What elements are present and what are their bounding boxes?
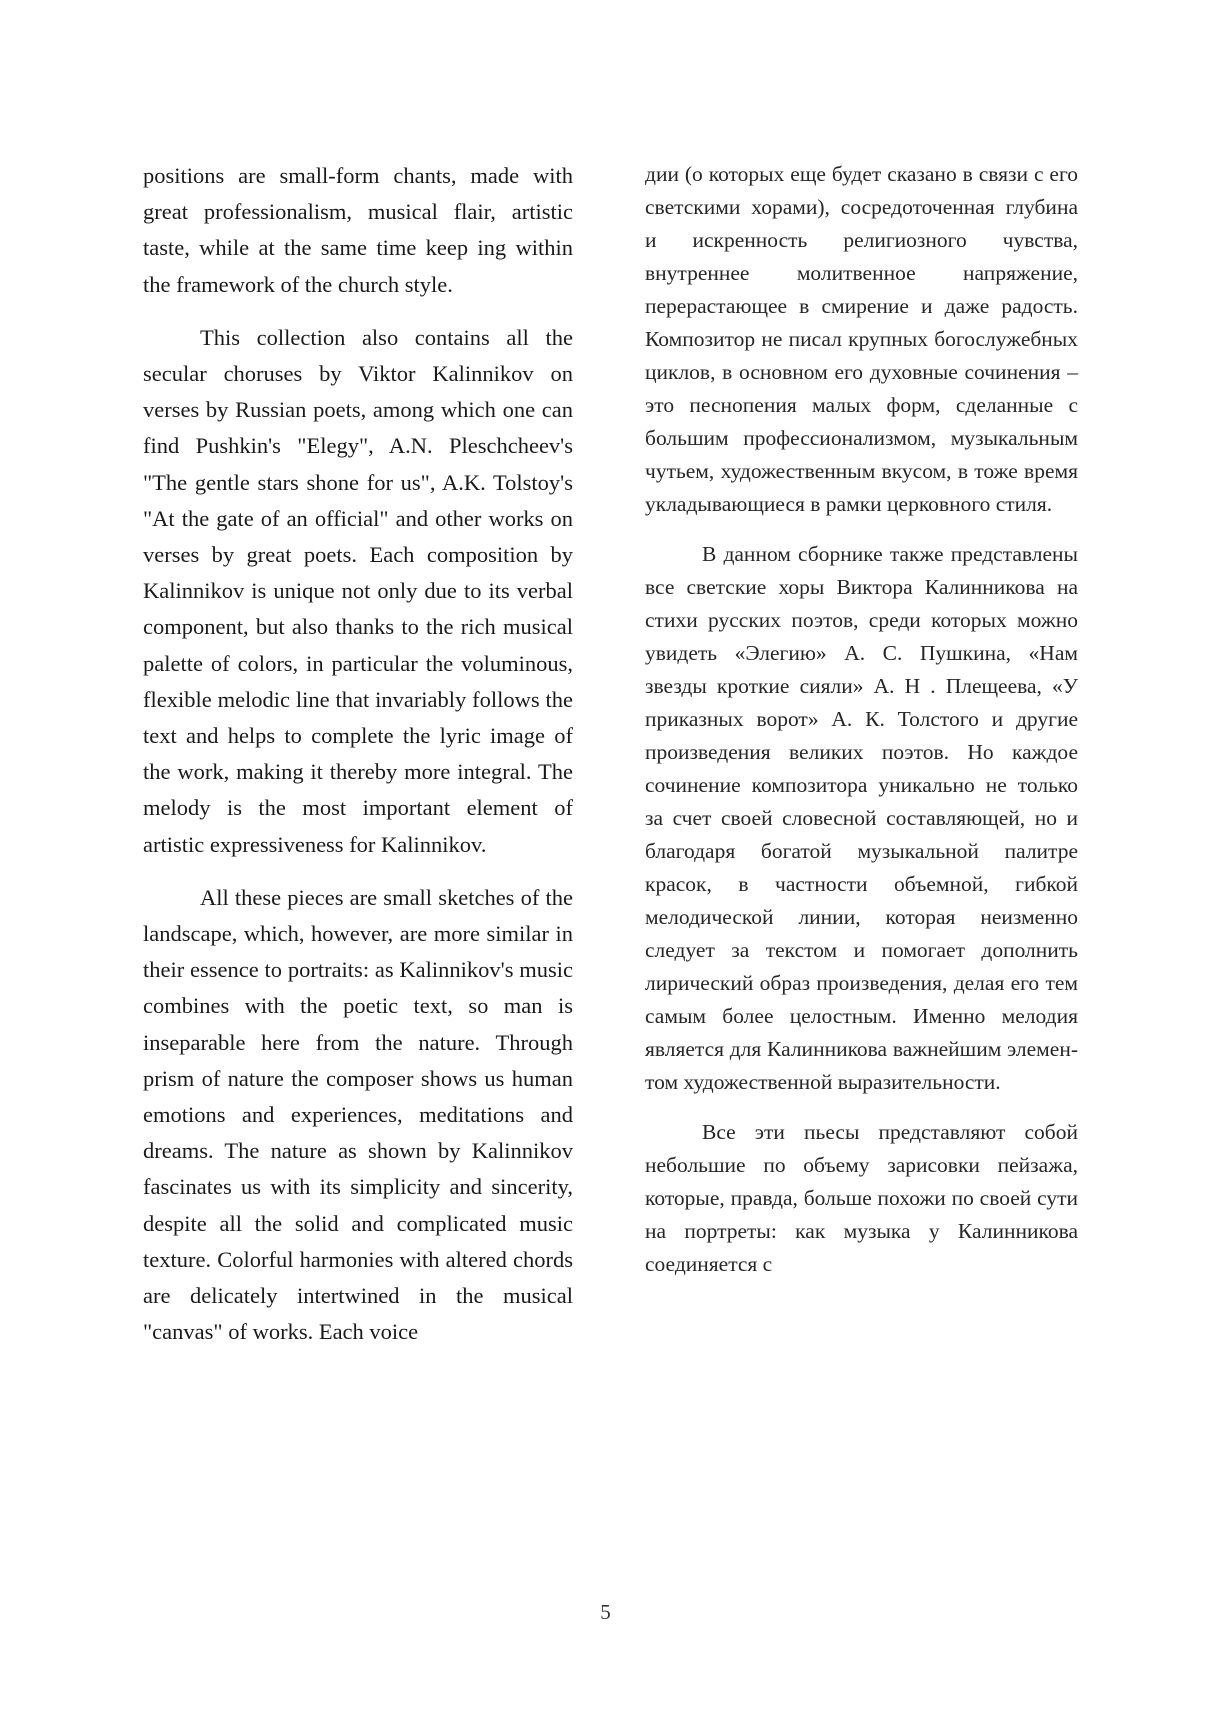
russian-paragraph-1: дии (о которых еще будет сказано в связи с его светскими хорами), сосредоточенная глубина и искренность религиозного чувства, внутреннее молитвенное напряжение, перерастающее в смирение и даже радость. Композитор не писал крупных богослужебных циклов, в основном его духовные сочинения – это песнопения малых форм, сделанные с большим профессионализмом, музыкальным чутьем, художественным вкусом, в тоже время укладывающиеся в рамки церковного стиля. <box>645 162 1078 516</box>
russian-text-column <box>645 158 1078 1281</box>
english-paragraph-2: This collection also contains all the secular choruses by Viktor Kalinnikov on verses by Russian poets, among which one can find Pushkin's "Elegy", A.N. Pleschcheev's "The gentle stars shone for us", A.K. Tolstoy's "At the gate of an official" and other works on verses by great poets. Each composition by Kalinnikov is unique not only due to its verbal component, but also thanks to the rich musical palette of colors, in particular the voluminous, flexible melodic line that invariably follows the text and helps to complete the lyric image of the work, making it thereby more integral. The melody is the most important element of artistic expressiveness for Kalinnikov. <box>143 324 573 857</box>
page-number: 5 <box>600 1600 611 1624</box>
russian-paragraph-3: Все эти пьесы представляют собой небольшие по объему зарисовки пейзажа, которые, правда, больше похожи по своей сути на портреты: как музыка у Калинникова соединяется с <box>645 1120 1078 1276</box>
english-paragraph-1: positions are small-form chants, made with great professionalism, musical flair, artistic taste, while at the same time keep ing within the framework of the church style. <box>143 163 573 297</box>
english-paragraph-3: All these pieces are small sketches of the landscape, which, however, are more similar in their essence to portraits: as Kalinnikov's music combines with the poetic text, so man is inseparable here from the nature. Through prism of nature the composer shows us human emotions and experiences, meditations and dreams. The nature as shown by Kalinnikov fascinates us with its simplicity and sincerity, despite all the solid and complicated music texture. Colorful harmonies with altered chords are delicately intertwined in the musical "canvas" of works. Each voice <box>143 884 573 1345</box>
russian-paragraph-2: В данном сборнике также представлены все светские хоры Виктора Калинникова на стихи русских поэтов, среди которых можно увидеть «Элегию» А. С. Пушкина, «Нам звезды кроткие сияли» А. Н . Плещеева, «У приказных ворот» А. К. Толстого и другие произведения великих поэтов. Но каждое сочинение композитора уникально не только за счет своей словесной составляющей, но и благодаря богатой музыкальной палитре красок, в частности объемной, гибкой мелодической линии, которая неизменно следует за текстом и помогает дополнить лирический образ произведения, делая его тем самым более целостным. Именно мелодия является для Калинникова важнейшим элементом художественной выразительности. <box>645 542 1078 1094</box>
english-text-column <box>143 158 573 1351</box>
